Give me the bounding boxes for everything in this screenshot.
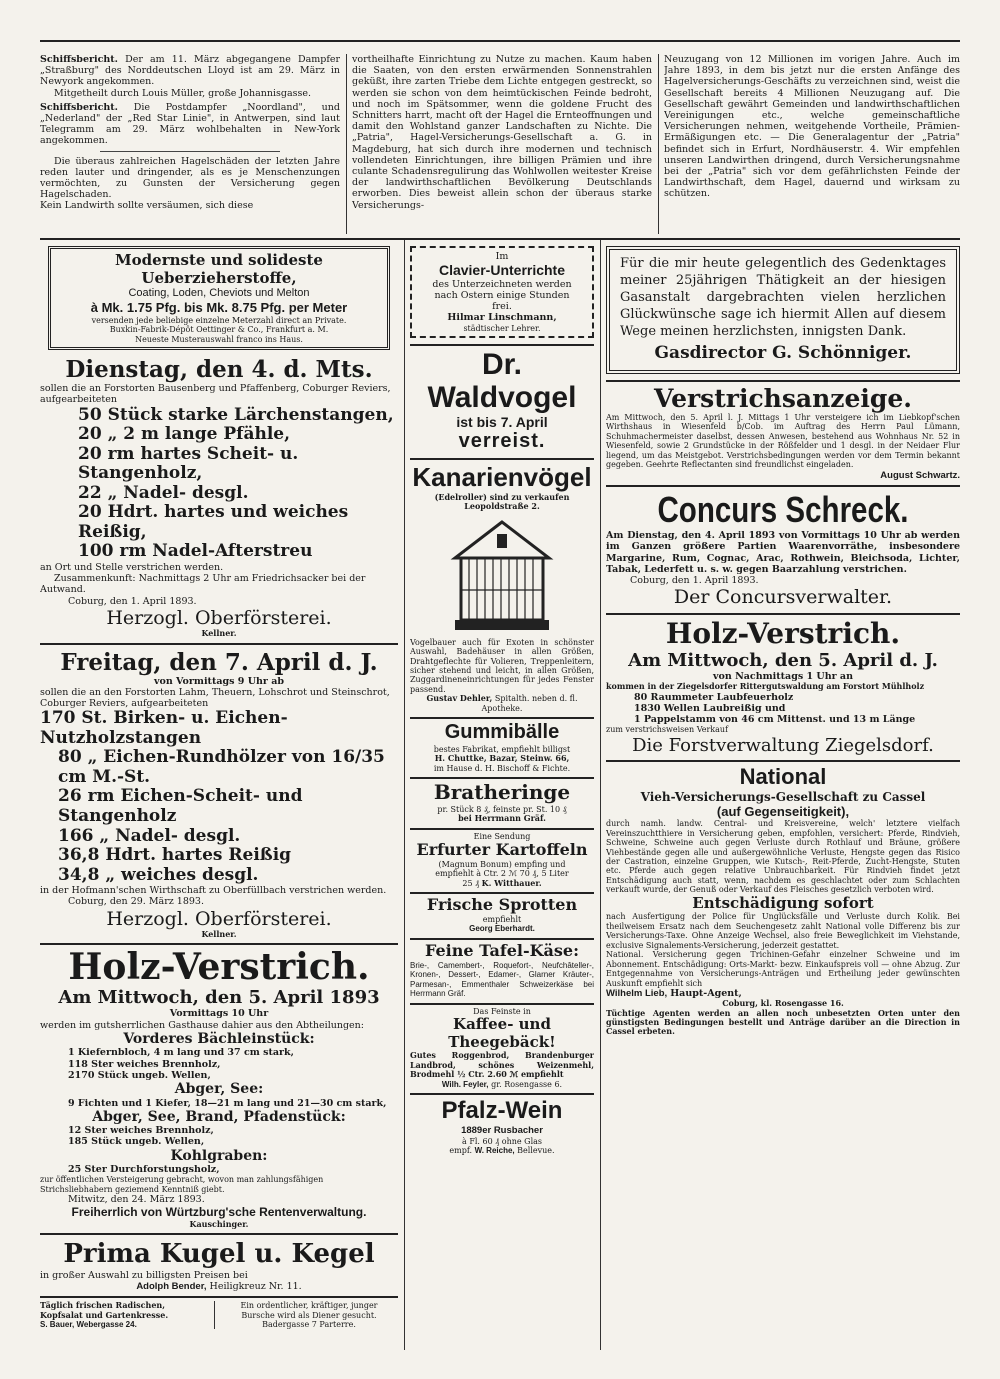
ad-servant-line: Ein ordentlicher, kräftiger, junger <box>240 1301 378 1311</box>
ad-gummi-line: H. Chuttke, Bazar, Steinw. 66, <box>434 753 570 764</box>
sale2-item: 166 „ Nadel- desgl. <box>58 825 241 846</box>
column-divider <box>658 54 659 234</box>
hail-damage-text: Die überaus zahlreichen Hagelschäden der letzten Jahre reden lauter und dringender, als es je Menschenzungen vermöchten, zu Gunsten der Versicherung gegen Hagelschaden. <box>40 155 340 201</box>
ad-wine-line: empf. <box>449 1146 473 1156</box>
sale1-item: 20 „ 2 m lange Pfähle, <box>78 424 291 445</box>
sale2-heading: Freitag, den 7. April d. J. <box>60 648 378 676</box>
top-rule <box>40 40 960 42</box>
sale3-subheading: Abger, See: <box>174 1081 264 1098</box>
sale3-heading: Holz-Verstrich. <box>68 946 370 989</box>
ad-cloth <box>48 246 390 350</box>
ad-wine <box>410 1093 594 1155</box>
sale1-item: 50 Stück starke Lärchenstangen, <box>78 404 394 425</box>
sale2-item: 34,8 „ weiches desgl. <box>58 864 259 885</box>
sale3-date-line: Am Mittwoch, den 5. April 1893 <box>58 987 380 1009</box>
sale1-meeting: Zusammenkunft: Nachmittags 2 Uhr am Friedrichsacker bei der Autwand. <box>40 573 366 596</box>
sale2-intro: sollen die an den Forstorten Lahm, Theuern, Lohschrot und Steinschrot, Coburger Reviers, aufgearbeiteten <box>40 686 390 710</box>
ad-doctor-line: verreist. <box>458 430 546 453</box>
ad-kugel-address: Heiligkreuz Nr. 11. <box>209 1280 302 1292</box>
sale2-office: Herzogl. Oberförsterei. <box>106 907 332 930</box>
ad-national-text: durch namh. landw. Central- und Kreisvereine, welch' letztere vielfach Vereinszuchtthiere in Versicherung geben, empfohlen, versichert: Pferde, Rindvieh, Schweine, Schweine auch gegen Verluste durch Rothlauf und Bräune, größere Viehbestände gegen alle und außergewöhnliche Verluste, Hengste gegen das Risico der Castration, einzelne Gruppen, wie Kutsch-, Reit-Pferde, Zucht-Hengste, Stuten etc. Pferde auch gegen relative Unbrauchbarkeit. Für Rindvieh findet jetzt Entschädigung auch statt, wenn, nachdem es geschlachtet oder zum Schlachten verkauft wurde, der Genuß oder Verkauf des Fleisches gesetzlich verboten wird. <box>606 819 960 895</box>
sale3-outro: zur öffentlichen Versteigerung gebracht, wovon man zahlungsfähigen Strichsliebhabern geziemend Kenntniß giebt. <box>40 1175 324 1194</box>
ad-radish-line: Kopfsalat und Gartenkresse. <box>40 1309 169 1320</box>
ad-national <box>606 760 960 1037</box>
ad-birds <box>410 458 594 713</box>
sale1-item: 20 Hdrt. hartes und weiches Reißig, <box>78 502 349 542</box>
sale2-item: 80 „ Eichen-Rundhölzer von 16/35 cm M.-St. <box>58 747 385 787</box>
sale2-time: von Vormittags 9 Uhr ab <box>153 675 285 687</box>
ad-cheese <box>410 938 594 999</box>
ship-report-heading-2: Schiffsbericht. <box>40 101 118 113</box>
ship-report-text-1: Der am 11. März abgegangene Dampfer „Straßburg" des Norddeutschen Lloyd ist am 29. März in Newyork angekommen. <box>40 54 340 88</box>
ad-birds-line: Leopoldstraße 2. <box>464 501 540 512</box>
sale2-signer: Kellner. <box>201 929 237 940</box>
ship-report-text-2: Die Postdampfer „Noordland", und „Nederland" der „Red Star Linie", in Antwerpen, sind laut Telegramm am 29. März wohlbehalten in New-York angekommen. <box>40 101 340 147</box>
ad-sprotten-heading: Frische Sprotten <box>426 895 578 915</box>
ad-national-footer: Tüchtige Agenten werden an allen noch unbesetzten Orten unter den günstigsten Bedingungen bestellt und Anträge darüber an die Direction in Cassel erbeten. <box>606 1007 960 1037</box>
ad-wine-name: W. Reiche, <box>474 1146 515 1156</box>
top-column-2: vortheilhafte Einrichtung zu Nutze zu machen. Kaum haben die Saaten, von den ersten erwärmenden Sonnenstrahlen geküßt, ihre zarten Triebe dem Lichte entgegen gestreckt, so werden sie schon von dem heimtückischen Feinde bedroht, und noch im Spätsommer, wenn die goldene Frucht des Schnitters harrt, macht oft der Hagel die Ernteoffnungen und damit den Wohlstand ganzer Landschaften zu Nichte. Die „Patria", Hagel-Versicherungs-Gesellschaft a. G. in Magdeburg, hat sich durch ihre modernen und technisch vollendeten Einrichtungen, ihre billigen Prämien und ihre culante Schadensregulirung das Wohlwollen weitester Kreise der landwirthschaftlichen Bevölkerung Deutschlands erworben. Dies beweist allein schon der überaus starke Versicherungs- <box>352 54 652 211</box>
ad-wine-address: Bellevue. <box>517 1146 555 1156</box>
ad-gummi <box>410 717 594 773</box>
sale3-subheading: Abger, See, Brand, Pfadenstück: <box>92 1108 346 1125</box>
sale1-item: 20 rm hartes Scheit- u. Stangenholz, <box>78 443 299 484</box>
ad-holz-time: von Nachmittags 1 Uhr an <box>713 670 853 682</box>
ad-auction-name: August Schwartz. <box>880 469 960 481</box>
ad-national-address: Coburg, kl. Rosengasse 16. <box>722 998 844 1009</box>
hail-damage-tail: Kein Landwirth sollte versäumen, sich diese <box>40 200 254 212</box>
ad-doctor <box>410 344 594 454</box>
ad-holz-item: 1830 Wellen Laubreißig und <box>634 702 786 714</box>
sale3-time: Vormittags 10 Uhr <box>169 1008 269 1020</box>
middle-column <box>410 246 594 1350</box>
ad-cheese-heading: Feine Tafel-Käse: <box>424 940 579 960</box>
ad-concurs-text: Am Dienstag, den 4. April 1893 von Vormittags 10 Uhr ab werden im Ganzen größere Partien Waarenvorräthe, insbesondere Margarine, Rum, Cognac, Arac, Rothwein, Bleichsoda, Lichter, Tabak, Lederfett u. s. w. gegen Baarzahlung verstrichen. <box>606 530 960 575</box>
ad-potato-name: K. Witthauer. <box>481 877 542 888</box>
ad-cheese-text: Brie-, Camembert-, Roquefort-, Neufchâteller-, Kronen-, Dessert-, Edamer-, Glarner Kräuter-, Parmesan-, Emmenthaler Schweizerkäse bei Herrmann Gräf. <box>410 960 594 999</box>
ad-cloth-line: versenden jede beliebige einzelne Meterzahl direct an Private. <box>91 315 347 325</box>
sale3-item: 1 Kiefernbloch, 4 m lang und 37 cm stark, <box>68 1047 294 1059</box>
ad-sprotten-name: Georg Eberhardt. <box>469 924 535 934</box>
top-column-1 <box>40 54 340 234</box>
column-divider <box>404 240 405 1350</box>
ad-radish-line: Täglich frischen Radischen, <box>40 1300 166 1311</box>
ad-doctor-line: ist bis 7. April <box>456 413 548 430</box>
ad-coffee-text: Gutes Roggenbrod, Brandenburger Landbrod, schönes Weizenmehl, Brodmehl ½ Ctr. 2.60 ℳ empfiehlt <box>410 1050 594 1080</box>
sale3-item: 185 Stück ungeb. Wellen, <box>68 1136 205 1148</box>
ad-wine-heading: Pfalz-Wein <box>441 1097 563 1125</box>
ad-cloth-price: à Mk. 1.75 Pfg. bis Mk. 8.75 Pfg. per Meter <box>90 300 348 316</box>
left-column <box>40 246 398 1350</box>
sale1-signer: Kellner. <box>201 628 237 639</box>
sale3-item: 9 Fichten und 1 Kiefer, 18—21 m lang und 21—30 cm stark, <box>68 1097 387 1109</box>
ad-wine-line: 1889er Rusbacher <box>461 1125 543 1137</box>
sale3-item: 118 Ster weiches Brennholz, <box>68 1058 221 1070</box>
ad-holz-item: 80 Raummeter Laubfeuerholz <box>634 691 794 703</box>
ad-national-role: Haupt-Agent, <box>670 987 742 999</box>
ad-wine-line: à Fl. 60 ₰ ohne Glas <box>462 1136 542 1146</box>
sale1-item: 100 rm Nadel-Afterstreu <box>78 541 313 562</box>
ad-national-text2: nach Ausfertigung der Police für Unglücksfälle und Verluste durch Kolik. Bei theilweisem Ersatz nach dem Seuchengesetz zahlt National volle Differenz bis zur Versicherungs-Taxe. Ohne Anzeige Wechsel, also freie Beweglichkeit im Viehstande, exclusive Signalements-Versicherung, jederzeit gestattet. <box>606 912 960 950</box>
ship-report-heading-1: Schiffsbericht. <box>40 54 118 65</box>
ad-national-agent: Wilhelm Lieb, <box>606 987 668 999</box>
ad-national-heading2: Entschädigung sofort <box>692 893 874 912</box>
newspaper-page <box>40 40 960 1350</box>
ad-holz-line: zum verstrichsweisen Verkauf <box>606 725 729 735</box>
ad-holz-heading: Holz-Verstrich. <box>665 616 901 650</box>
ad-auction <box>606 380 960 481</box>
section-rule <box>40 238 960 240</box>
ad-birds-line: (Edelroller) sind zu verkaufen <box>434 491 570 502</box>
sale3-item: 2170 Stück ungeb. Wellen, <box>68 1069 211 1081</box>
ad-national-sub2: (auf Gegenseitigkeit), <box>716 803 850 819</box>
ad-holz-office: Die Forstverwaltung Ziegelsdorf. <box>632 734 934 756</box>
sale3-date: Mitwitz, den 24. März 1893. <box>68 1194 205 1206</box>
ad-herring-line: pr. Stück 8 ₰, feinste pr. St. 10 ₰ <box>437 804 567 814</box>
ad-birds-text: Vogelbauer auch für Exoten in schönster Auswahl, Badehäuser in allen Größen, Drahtgeflechte für Volieren, Treppenleitern, sicher stehend und leicht, in allen Größen, Zuggardineneinrichtungen für jedes Fenster passend. <box>410 637 594 694</box>
ship-report-signature: Mitgetheilt durch Louis Müller, große Johannisgasse. <box>54 87 312 99</box>
ad-kugel-name: Adolph Bender, <box>136 1280 207 1292</box>
sale3-item: 25 Ster Durchforstungsholz, <box>68 1164 220 1176</box>
ad-clavier-name: Hilmar Linschmann, <box>447 312 557 324</box>
sale1-date: Coburg, den 1. April 1893. <box>68 595 197 607</box>
birdcage-icon <box>447 518 557 636</box>
ad-clavier-role: städtischer Lehrer. <box>463 323 541 333</box>
ad-coffee-heading: Kaffee- und Theegebäck! <box>448 1014 556 1051</box>
sale3-item: 12 Ster weiches Brennholz, <box>68 1125 214 1137</box>
ad-thanks-text: Für die mir heute gelegentlich des Gedenktages meiner 25jährigen Thätigkeit an der hiesigen Gasanstalt dargebrachten vielen herzlichen Glückwünsche sage ich hiermit Allen auf diesem Wege meinen herzlichsten, innigsten Dank. <box>620 256 946 339</box>
ad-holz-item: 1 Pappelstamm von 46 cm Mittenst. und 13 m Länge <box>634 713 916 725</box>
sale3-office: Freiherrlich von Würtzburg'sche Rentenverwaltung. <box>71 1205 367 1220</box>
ad-doctor-name: Dr. Waldvogel <box>427 347 577 414</box>
ad-servant-address: Badergasse 7 Parterre. <box>262 1320 356 1329</box>
ad-national-heading: National <box>739 763 827 789</box>
ad-potato-heading: Erfurter Kartoffeln <box>416 839 588 859</box>
ad-national-text3: National. Versicherung gegen Trichinen-Gefahr einzelner Schweine und im Abonnement. Entschädigung: Orts-Markt- bezw. Einkaufspreis voll — ohne Abzug. Zur Entgegennahme von Versicherungs-Anträgen und Ertheilung jeder gewünschten Auskunft empfiehlt sich <box>606 950 960 988</box>
ad-potato <box>410 828 594 889</box>
ad-radish-name: S. Bauer, Webergasse 24. <box>40 1320 137 1329</box>
ad-auction-text: Am Mittwoch, den 5. April l. J. Mittags 1 Uhr versteigere ich im Liebkopf'schen Wirthshaus in Wiesenfeld b/Cob. im Auftrag des Herrn Paul Lümann, Schuhmachermeister daselbst, dessen Anwesen, bestehend aus Wohnhaus Nr. 52 in Wiesenfeld, sowie 2 Grundstücke in der Rößfelder und 1 desgl. in der Neidaer Flur liegend, um das Meistgebot. Verstrichsbedingungen werden vor dem Termin bekannt gegeben. Geehrte Reflectanten sind freundlichst eingeladen. <box>606 413 960 470</box>
sale1-office: Herzogl. Oberförsterei. <box>106 606 332 629</box>
column-divider <box>600 240 601 1350</box>
ad-cloth-line: Coating, Loden, Cheviots und Melton <box>128 287 310 300</box>
ad-clavier-line: nach Ostern einige Stunden <box>434 289 570 301</box>
ad-gummi-line: im Hause d. H. Bischoff & Fichte. <box>433 763 571 773</box>
ad-herring-heading: Bratheringe <box>433 780 571 805</box>
ad-clavier-line: frei. <box>492 301 512 313</box>
ad-sprotten-line: empfiehlt <box>482 915 522 924</box>
ad-cloth-title: Modernste und solideste Ueberzieherstoffe, <box>115 251 323 287</box>
ad-thanks-name: Gasdirector G. Schönniger. <box>654 343 912 364</box>
ad-gummi-heading: Gummibälle <box>444 721 560 744</box>
ad-thanks <box>606 246 960 374</box>
sale3-intro: werden im gutsherrlichen Gasthause dahier aus den Abtheilungen: <box>40 1019 364 1031</box>
ad-sprotten <box>410 892 594 934</box>
ad-birds-name: Gustav Dehler, <box>426 693 493 704</box>
sale1-heading: Dienstag, den 4. d. Mts. <box>65 355 373 383</box>
ad-servant-line: Bursche wird als Diener gesucht. <box>241 1310 377 1320</box>
ad-national-sub: Vieh-Versicherungs-Gesellschaft zu Cassel <box>640 789 926 804</box>
ad-cloth-line: Buxkin-Fabrik-Dépôt Oettinger & Co., Frankfurt a. M. <box>109 325 329 335</box>
ad-coffee-name: Wilh. Feyler, <box>441 1079 489 1089</box>
ad-holz <box>606 613 960 756</box>
ad-potato-line: Eine Sendung <box>473 831 531 841</box>
sale3-subheading: Vorderes Bächleinstück: <box>123 1030 315 1047</box>
ad-herring <box>410 777 594 823</box>
ad-gummi-line: bestes Fabrikat, empfiehlt billigst <box>433 744 571 754</box>
sale1-item: 22 „ Nadel- desgl. <box>78 482 249 503</box>
sale2-item: 26 rm Eichen-Scheit- und Stangenholz <box>58 786 303 827</box>
top-column-3: Neuzugang von 12 Millionen im vorigen Jahre. Auch im Jahre 1893, in dem bis jetzt nur die ersten Anfänge des Hagelversicherungs-Geschäfts zu verzeichnen sind, weist die Gesellschaft bereits 4 Millionen Neuzugang auf. Die Gesellschaft gewährt Gemeinden und landwirthschaftlichen Vereinigungen etc., welche gemeinschaftliche Versicherungen nehmen, weitgehende Vortheile, Prämien-Ermäßigungen etc. — Die Generalagentur der „Patria" befindet sich in Erfurt, Nordhäuserstr. 4. Wir empfehlen unseren Landwirthen dringend, durch Versicherungsnahme bei der „Patria" sich vor dem gefährlichsten Feinde der Landwirthschaft, dem Hagel, dauernd und wirksam zu schützen. <box>664 54 960 200</box>
ad-clavier-title: Clavier-Unterrichte <box>438 262 566 279</box>
ad-coffee <box>410 1003 594 1090</box>
sale3-subheading: Kohlgraben: <box>170 1147 268 1164</box>
ad-clavier-line: des Unterzeichneten werden <box>432 278 572 290</box>
right-column <box>606 246 960 1350</box>
ad-kugel-line: in großer Auswahl zu billigsten Preisen bei <box>40 1269 248 1281</box>
ad-auction-heading: Verstrichsanzeige. <box>653 383 912 413</box>
sale2-item: 36,8 Hdrt. hartes Reißig <box>58 845 292 866</box>
sale2-outro: in der Hofmann'schen Wirthschaft zu Oberfüllbach verstrichen werden. <box>40 885 387 897</box>
ad-clavier-im: Im <box>495 251 509 262</box>
ad-potato-line: empfiehlt à Ctr. 2 ℳ 70 ₰, 5 Liter <box>435 869 569 879</box>
sale2-item: 170 St. Birken- u. Eichen-Nutzholzstangen <box>40 708 288 748</box>
ad-holz-line: kommen in der Ziegelsdorfer Rittergutswaldung am Forstort Mühlholz <box>606 681 925 692</box>
ad-concurs-date: Coburg, den 1. April 1893. <box>630 575 759 587</box>
ad-cloth-line: Neueste Musterauswahl franco ins Haus. <box>135 334 303 344</box>
ad-birds-address: Spitalth. neben d. fl. Apotheke. <box>481 694 578 713</box>
ad-concurs-office: Der Concursverwalter. <box>673 586 893 609</box>
ad-concurs <box>606 485 960 609</box>
sale3-signer: Kauschinger. <box>189 1218 249 1229</box>
sale1-outro: an Ort und Stelle verstrichen werden. <box>40 561 224 573</box>
sale2-date: Coburg, den 29. März 1893. <box>68 896 204 908</box>
sale1-intro: sollen die an Forstorten Bausenberg und Pfaffenberg, Coburger Reviers, aufgearbeiteten <box>40 383 391 406</box>
ad-holz-date-line: Am Mittwoch, den 5. April d. J. <box>628 649 938 671</box>
ad-herring-line: bei Herrmann Gräf. <box>458 813 546 824</box>
ad-birds-heading: Kanarienvögel <box>412 462 592 493</box>
ad-concurs-heading: Concurs Schreck. <box>657 488 909 530</box>
ad-clavier <box>410 246 594 338</box>
ad-potato-line: 25 ₰ <box>462 878 480 888</box>
column-divider <box>346 54 347 234</box>
ad-coffee-address: gr. Rosengasse 6. <box>491 1079 563 1089</box>
ad-kugel-heading: Prima Kugel u. Kegel <box>63 1239 375 1270</box>
ad-coffee-line: Das Feinste in <box>473 1006 531 1016</box>
ad-potato-line: (Magnum Bonum) empfing und <box>438 859 566 869</box>
